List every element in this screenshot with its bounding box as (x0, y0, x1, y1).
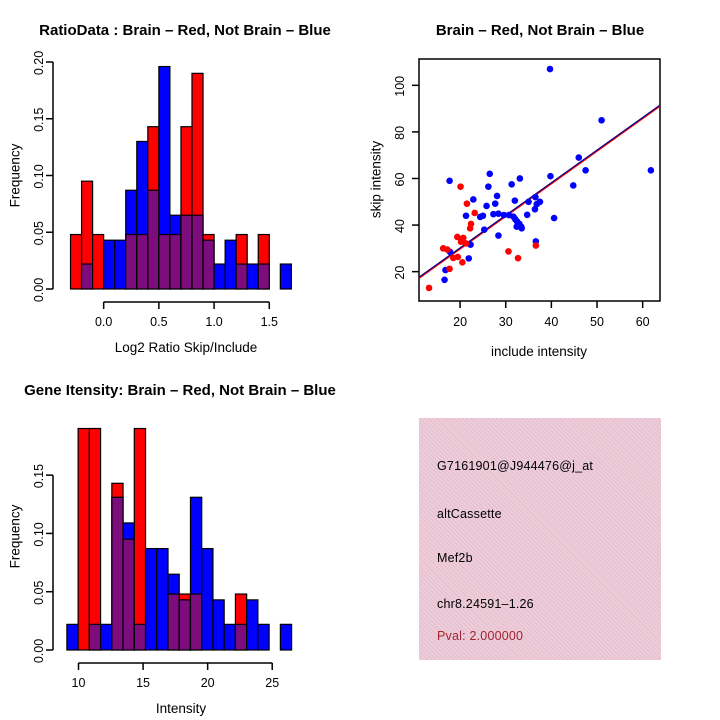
ratio_hist-overlap-bar (159, 235, 170, 289)
not-brain-point (524, 212, 531, 219)
ratio_hist-x-tick-label: 0.0 (94, 315, 113, 329)
fit-line-blue (419, 105, 660, 277)
gene_hist-x-tick-label: 20 (200, 676, 215, 690)
gene_hist-bar (146, 549, 157, 650)
brain-point (454, 254, 461, 261)
scatter-x-tick-label: 20 (453, 315, 468, 329)
ratio_hist-bar (225, 240, 236, 289)
not-brain-point (547, 173, 554, 180)
not-brain-point (492, 200, 499, 207)
ratio_hist-overlap-bar (126, 235, 137, 289)
ratio_hist-y-tick-label: 0.05 (32, 221, 46, 246)
ratio_hist-overlap-bar (203, 240, 214, 289)
gene-info-box (419, 418, 661, 660)
ratio_hist-y-tick-label: 0.15 (32, 107, 46, 132)
gene_hist-x-tick-label: 10 (71, 676, 86, 690)
brain-point (471, 210, 478, 217)
ratio_hist-x-tick-label: 0.5 (150, 315, 168, 329)
ratio_hist-bar (93, 235, 104, 289)
brain-point (533, 242, 540, 249)
scatter-x-tick-label: 50 (590, 315, 604, 329)
gene_hist-y-tick-label: 0.15 (32, 463, 46, 489)
gene-name-text: Mef2b (437, 551, 473, 565)
gene_hist-bar (280, 624, 291, 650)
gene_hist-overlap-bar (112, 497, 123, 650)
not-brain-point (494, 193, 501, 200)
not-brain-point (480, 212, 487, 219)
gene_hist-bar (134, 428, 145, 650)
gene_hist-y-tick-label: 0.10 (32, 522, 46, 547)
ratio_hist-bar (115, 240, 126, 289)
ratio-hist-title: RatioData : Brain – Red, Not Brain – Blue (39, 22, 331, 39)
gene-hist-ylabel: Frequency (7, 504, 23, 569)
gene_hist-overlap-bar (89, 624, 100, 650)
gene_hist-bar (89, 428, 100, 650)
ratio_hist-bar (214, 264, 225, 289)
ratio_hist-overlap-bar (192, 215, 203, 289)
scatter-plot-box (419, 59, 660, 301)
not-brain-point (485, 183, 492, 190)
ratio_hist-overlap-bar (82, 264, 93, 289)
gene_hist-overlap-bar (168, 594, 179, 650)
not-brain-point (518, 225, 525, 232)
gene_hist-overlap-bar (134, 624, 145, 650)
probe-id-text: G7161901@J944476@j_at (437, 459, 594, 473)
pval-text: Pval: 2.000000 (437, 629, 524, 643)
not-brain-point (547, 66, 554, 73)
not-brain-point (508, 181, 515, 188)
scatter-y-tick-label: 60 (393, 172, 407, 187)
gene_hist-bar (67, 624, 78, 650)
not-brain-point (551, 215, 558, 222)
brain-point (463, 240, 470, 247)
gene_hist-bar (157, 549, 168, 650)
ratio_hist-y-tick-label: 0.00 (32, 277, 46, 303)
not-brain-point (598, 117, 605, 124)
ratio_hist-bar (104, 240, 115, 289)
ratio-hist-ylabel: Frequency (7, 143, 23, 208)
gene_hist-overlap-bar (235, 624, 246, 650)
brain-point (446, 266, 453, 273)
ratio_hist-y-tick-label: 0.10 (32, 164, 46, 189)
scatter-x-tick-label: 60 (635, 315, 650, 329)
ratio_hist-overlap-bar (170, 235, 181, 289)
brain-point (515, 255, 522, 262)
scatter-y-tick-label: 20 (393, 265, 407, 280)
not-brain-point (463, 212, 470, 219)
gene_hist-bar (213, 600, 224, 650)
not-brain-point (495, 232, 502, 239)
gene_hist-bar (202, 549, 213, 650)
ratio_hist-overlap-bar (181, 215, 192, 289)
gene_hist-x-tick-label: 15 (136, 676, 151, 690)
not-brain-point (483, 203, 490, 210)
ratio-hist-xlabel: Log2 Ratio Skip/Include (114, 340, 258, 355)
ratio_hist-overlap-bar (236, 264, 247, 289)
ratio_hist-y-tick-label: 0.20 (32, 50, 46, 76)
not-brain-point (512, 197, 519, 204)
scatter-y-tick-label: 40 (393, 219, 407, 234)
scatter-y-tick-label: 100 (393, 75, 407, 97)
ratio_hist-bar (247, 264, 258, 289)
ratio_hist-overlap-bar (148, 190, 159, 289)
not-brain-point (465, 255, 472, 262)
scatter-title: Brain – Red, Not Brain – Blue (435, 22, 645, 39)
gene_hist-overlap-bar (179, 600, 190, 650)
scatter-x-tick-label: 40 (544, 315, 559, 329)
not-brain-point (441, 277, 448, 284)
gene_hist-bar (224, 624, 235, 650)
gene-hist-xlabel: Intensity (155, 701, 207, 716)
brain-point (426, 285, 433, 292)
gene_hist-y-tick-label: 0.00 (32, 638, 46, 664)
gene-hist-title: Gene Itensity: Brain – Red, Not Brain – Blue (24, 382, 336, 399)
gene_hist-x-tick-label: 25 (265, 676, 280, 690)
brain-point (505, 248, 512, 255)
gene_hist-bar (258, 624, 269, 650)
not-brain-point (481, 226, 488, 233)
gene_hist-bar (78, 428, 89, 650)
not-brain-point (470, 196, 477, 203)
brain-point (459, 259, 466, 266)
gene_hist-bar (247, 600, 258, 650)
gene_hist-y-tick-label: 0.05 (32, 580, 46, 605)
ratio_hist-x-tick-label: 1.5 (260, 315, 278, 329)
not-brain-point (575, 154, 582, 161)
not-brain-point (570, 182, 577, 189)
ratio_hist-bar (71, 235, 82, 289)
ratio_hist-overlap-bar (137, 235, 148, 289)
scatter-ylabel: skip intensity (368, 140, 384, 219)
brain-point (464, 200, 471, 207)
not-brain-point (517, 175, 524, 182)
scatter-x-tick-label: 30 (498, 315, 513, 329)
gene_hist-overlap-bar (123, 539, 134, 650)
brain-point (444, 246, 451, 253)
not-brain-point (648, 167, 655, 174)
ratio_hist-x-tick-label: 1.0 (205, 315, 223, 329)
not-brain-point (582, 167, 589, 174)
not-brain-point (446, 178, 453, 185)
not-brain-point (525, 198, 532, 205)
splice-type-text: altCassette (437, 507, 502, 521)
scatter-y-tick-label: 80 (393, 125, 407, 140)
brain-point (457, 183, 464, 190)
ratio_hist-bar (280, 264, 291, 289)
location-text: chr8.24591–1.26 (437, 597, 534, 611)
not-brain-point (486, 171, 493, 178)
scatter-xlabel: include intensity (490, 344, 588, 359)
ratio_hist-overlap-bar (258, 264, 269, 289)
gene_hist-overlap-bar (190, 594, 201, 650)
brain-point (467, 225, 474, 232)
not-brain-point (532, 206, 539, 213)
gene_hist-bar (101, 624, 112, 650)
